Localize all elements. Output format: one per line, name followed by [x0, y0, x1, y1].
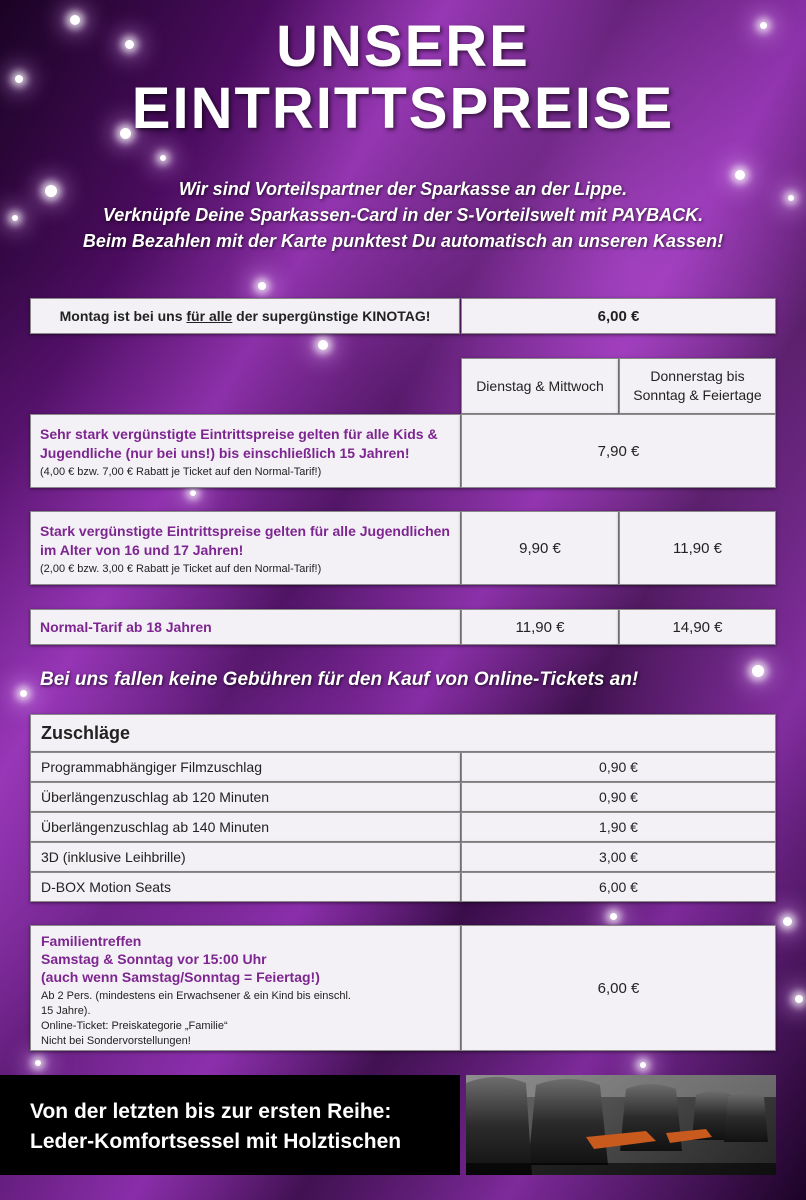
tier-kids-note: (4,00 € bzw. 7,00 € Rabatt je Ticket auf den Normal-Tarif!): [40, 465, 322, 478]
familie-detail-3: Online-Ticket: Preiskategorie „Familie“: [41, 1020, 228, 1032]
column-header-donnerstag-sonntag: Donnerstag bis Sonntag & Feiertage: [619, 358, 776, 414]
surcharge-price: 3,00 €: [461, 842, 776, 872]
tier-youth-price-col2: 11,90 €: [619, 511, 776, 585]
surcharge-label: 3D (inklusive Leihbrille): [30, 842, 461, 872]
familie-detail-2: 15 Jahre).: [41, 1005, 91, 1017]
tier-kids-price: 7,90 €: [461, 414, 776, 488]
familie-title-1: Familientreffen: [41, 933, 142, 949]
tier-kids-label: [30, 414, 461, 488]
surcharge-label: Überlängenzuschlag ab 120 Minuten: [30, 782, 461, 812]
tier-kids-title-1: Sehr stark vergünstigte Eintrittspreise gelten für alle Kids &: [40, 425, 438, 442]
tier-normal-price-col2: 14,90 €: [619, 609, 776, 645]
surcharge-label: D-BOX Motion Seats: [30, 872, 461, 902]
footer-line-1: Von der letzten bis zur ersten Reihe:: [30, 1100, 392, 1123]
page-title-line2: EINTRITTSPREISE: [131, 76, 675, 141]
zuschlaege-heading: Zuschläge: [30, 714, 776, 752]
kinotag-price: 6,00 €: [461, 298, 776, 334]
familie-title-3: (auch wenn Samstag/Sonntag = Feiertag!): [41, 969, 320, 985]
footer-line-2: Leder-Komfortsessel mit Holztischen: [30, 1130, 402, 1153]
cinema-seats-photo: [466, 1075, 776, 1175]
tier-youth-title-1: Stark vergünstigte Eintrittspreise gelten für alle Jugendlichen: [40, 522, 450, 539]
familie-price: 6,00 €: [461, 925, 776, 1051]
intro-line-1: Wir sind Vorteilspartner der Sparkasse an der Lippe.: [178, 179, 628, 199]
tier-youth-note: (2,00 € bzw. 3,00 € Rabatt je Ticket auf den Normal-Tarif!): [40, 562, 322, 575]
tier-youth-label: [30, 511, 461, 585]
surcharge-price: 0,90 €: [461, 752, 776, 782]
surcharge-row: [30, 752, 776, 782]
surcharge-price: 0,90 €: [461, 782, 776, 812]
surcharge-row: [30, 782, 776, 812]
tier-youth-price-col1: 9,90 €: [461, 511, 619, 585]
surcharge-row: [30, 812, 776, 842]
tier-normal-price-col1: 11,90 €: [461, 609, 619, 645]
surcharge-row: [30, 872, 776, 902]
intro-line-2: Verknüpfe Deine Sparkassen-Card in der S-Vorteilswelt mit PAYBACK.: [102, 205, 704, 225]
surcharge-price: 6,00 €: [461, 872, 776, 902]
online-ticket-banner: Bei uns fallen keine Gebühren für den Kauf von Online-Tickets an!: [40, 669, 639, 690]
surcharge-row: [30, 842, 776, 872]
surcharge-price: 1,90 €: [461, 812, 776, 842]
page-title-line1: UNSERE: [276, 14, 530, 79]
surcharge-label: Programmabhängiger Filmzuschlag: [30, 752, 461, 782]
familie-title-2: Samstag & Sonntag vor 15:00 Uhr: [41, 951, 267, 967]
familie-detail-1: Ab 2 Pers. (mindestens ein Erwachsener & ein Kind bis einschl.: [41, 990, 351, 1002]
kinotag-label: Montag ist bei uns für alle der supergünstige KINOTAG!: [30, 298, 460, 334]
footer-bar: [0, 1075, 460, 1175]
tier-kids-title-2: Jugendliche (nur bei uns!) bis einschließlich 15 Jahren!: [40, 444, 410, 461]
familie-label: [30, 925, 461, 1051]
intro-text: [0, 176, 806, 254]
column-header-dienstag-mittwoch: Dienstag & Mittwoch: [461, 358, 619, 414]
tier-normal-label: Normal-Tarif ab 18 Jahren: [30, 609, 461, 645]
familie-detail-4: Nicht bei Sondervorstellungen!: [41, 1035, 191, 1047]
surcharge-label: Überlängenzuschlag ab 140 Minuten: [30, 812, 461, 842]
tier-youth-title-2: im Alter von 16 und 17 Jahren!: [40, 541, 244, 558]
intro-line-3: Beim Bezahlen mit der Karte punktest Du automatisch an unseren Kassen!: [82, 231, 724, 251]
